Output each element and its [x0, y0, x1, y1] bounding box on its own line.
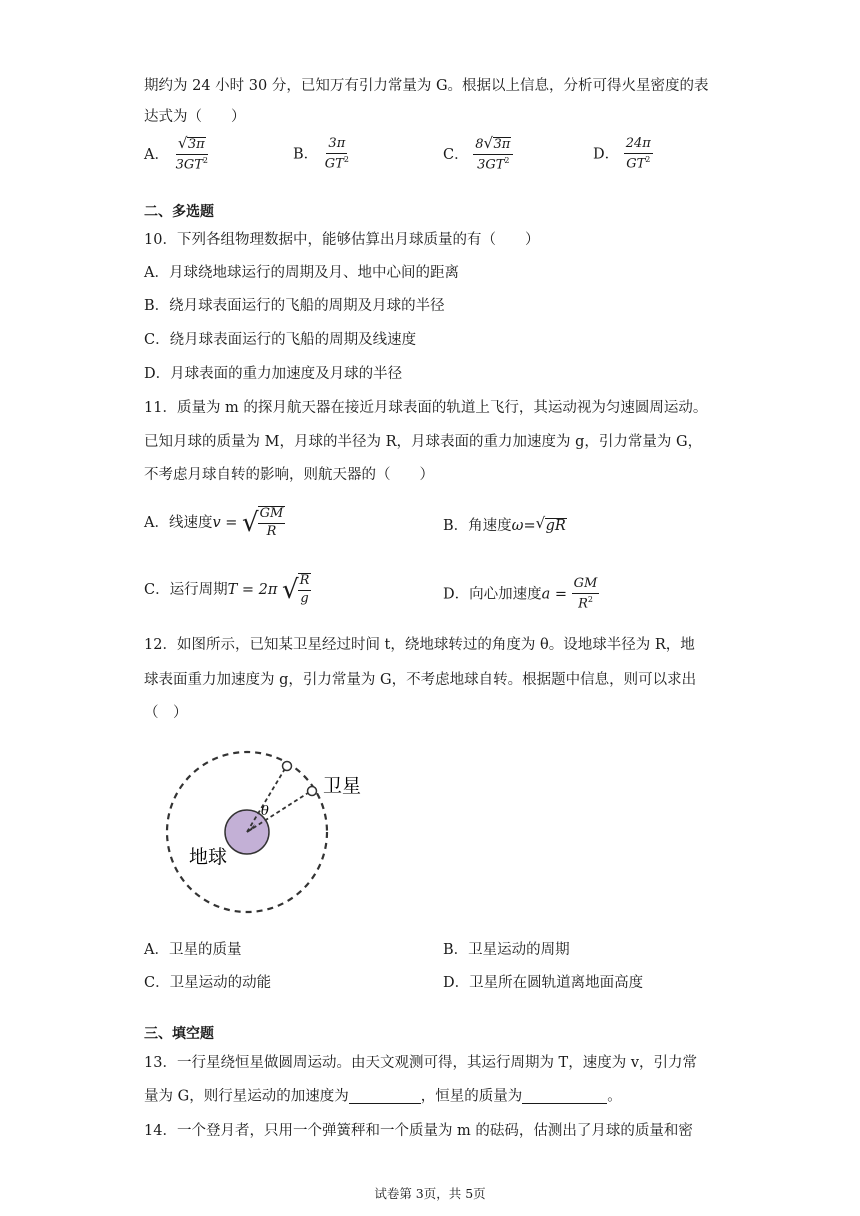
q9-option-b[interactable] — [293, 137, 351, 172]
radicand: gR — [545, 518, 566, 534]
exponent: 2 — [504, 155, 510, 165]
variable: a = — [541, 586, 568, 603]
q12-line-3: （ ） — [144, 705, 188, 721]
q9-line-2: 达式为（ ） — [144, 109, 246, 125]
q9-option-a[interactable] — [144, 137, 210, 173]
exponent: 2 — [587, 594, 593, 604]
q14-line-1: 14．一个登月者，只用一个弹簧秤和一个质量为 m 的砝码，估测出了月球的质量和密 — [144, 1123, 693, 1139]
option-letter: B． — [443, 518, 469, 534]
option-label: 线速度 — [168, 514, 213, 531]
fraction — [174, 137, 210, 173]
numerator: 3π — [326, 137, 347, 154]
q9-line-1: 期约为 24 小时 30 分，已知万有引力常量为 G。根据以上信息，分析可得火星密度的表 — [144, 78, 709, 94]
variable: T = 2π — [227, 581, 278, 598]
section-heading-multi-choice: 二、多选题 — [144, 204, 214, 220]
section-heading-fill-blank: 三、填空题 — [144, 1026, 214, 1042]
option-letter: C． — [443, 147, 469, 164]
earth-label: 地球 — [189, 846, 228, 868]
fraction — [323, 137, 351, 172]
numerator: 24π — [624, 137, 653, 154]
satellite-label: 卫星 — [323, 775, 362, 797]
denominator: 3GT — [175, 157, 203, 173]
option-label: 运行周期 — [169, 581, 228, 598]
numerator: GM — [258, 507, 286, 524]
q13-text-c: 。 — [607, 1088, 622, 1105]
root: √ $\frac{GM}{R}$ — [242, 506, 284, 539]
denominator: GT — [626, 156, 646, 172]
angle-label: θ — [261, 804, 269, 819]
denominator: 3GT — [477, 157, 505, 173]
denominator: GT — [324, 156, 344, 172]
q11-line-3: 不考虑月球自转的影响，则航天器的（ ） — [144, 467, 434, 483]
option-letter: D． — [443, 586, 470, 603]
denominator: R — [578, 596, 588, 612]
satellite-position-2 — [308, 787, 317, 796]
answer-blank-acceleration[interactable] — [349, 1089, 421, 1104]
numerator: R — [298, 574, 312, 591]
exponent: 2 — [202, 155, 209, 165]
exponent: 2 — [343, 154, 349, 164]
exponent: 2 — [645, 154, 651, 164]
q12-line-2: 球表面重力加速度为 g，引力常量为 G，不考虑地球自转。根据题中信息，则可以求出 — [144, 672, 697, 688]
fraction — [572, 577, 600, 612]
q12-option-c[interactable]: C．卫星运动的动能 — [144, 975, 272, 991]
numerator: GM — [572, 577, 600, 594]
q13-text-b: ，恒星的质量为 — [420, 1088, 523, 1105]
fraction — [473, 137, 513, 173]
q11-line-2: 已知月球的质量为 M，月球的半径为 R，月球表面的重力加速度为 g，引力常量为 G， — [144, 434, 703, 450]
variable: ω= — [511, 518, 536, 534]
option-letter: C． — [144, 581, 170, 598]
numerator: 3π — [493, 137, 511, 152]
q13-line-2 — [144, 1089, 622, 1104]
q10-option-b[interactable]: B．绕月球表面运行的飞船的周期及月球的半径 — [144, 298, 445, 314]
q11-option-d[interactable] — [443, 577, 599, 612]
q11-option-a[interactable] — [144, 506, 285, 540]
q13-line-1: 13．一行星绕恒星做圆周运动。由天文观测可得，其运行周期为 T，速度为 v，引力常 — [144, 1055, 698, 1071]
option-letter: A． — [144, 514, 169, 531]
satellite-position-1 — [283, 762, 292, 771]
q12-option-a[interactable]: A．卫星的质量 — [144, 942, 242, 958]
option-label: 向心加速度 — [469, 586, 542, 603]
page-footer: 试卷第 3页，共 5页 — [374, 1186, 486, 1201]
numerator: 3π — [187, 137, 205, 152]
orbit-diagram — [160, 745, 380, 925]
option-label: 角速度 — [468, 518, 512, 534]
fraction — [624, 137, 653, 172]
q9-option-c[interactable] — [443, 137, 513, 173]
variable: v = — [212, 514, 238, 531]
q10-stem: 10．下列各组物理数据中，能够估算出月球质量的有（ ） — [144, 232, 540, 248]
q11-option-b[interactable] — [443, 518, 567, 534]
q11-line-1: 11．质量为 m 的探月航天器在接近月球表面的轨道上飞行，其运动视为匀速圆周运动。 — [144, 400, 708, 416]
q10-option-c[interactable]: C．绕月球表面运行的飞船的周期及线速度 — [144, 332, 417, 348]
option-letter: D． — [593, 146, 620, 163]
coefficient: 8 — [475, 137, 484, 152]
denominator: g — [300, 590, 309, 606]
q11-option-c[interactable] — [144, 573, 311, 607]
option-letter: A． — [144, 147, 169, 164]
denominator: R — [266, 523, 277, 539]
q9-option-d[interactable] — [593, 137, 653, 172]
root: √ $\frac{R}{g}$ — [282, 573, 310, 606]
q10-option-d[interactable]: D．月球表面的重力加速度及月球的半径 — [144, 366, 403, 382]
q13-text-a: 量为 G，则行星运动的加速度为 — [144, 1088, 349, 1105]
option-letter: B． — [293, 146, 319, 163]
q12-option-b[interactable]: B．卫星运动的周期 — [443, 942, 570, 958]
q12-line-1: 12．如图所示，已知某卫星经过时间 t，绕地球转过的角度为 θ。设地球半径为 R，地 — [144, 637, 695, 653]
q10-option-a[interactable]: A．月球绕地球运行的周期及月、地中心间的距离 — [144, 265, 459, 281]
q12-option-d[interactable]: D．卫星所在圆轨道离地面高度 — [443, 975, 644, 991]
answer-blank-star-mass[interactable] — [522, 1089, 607, 1104]
